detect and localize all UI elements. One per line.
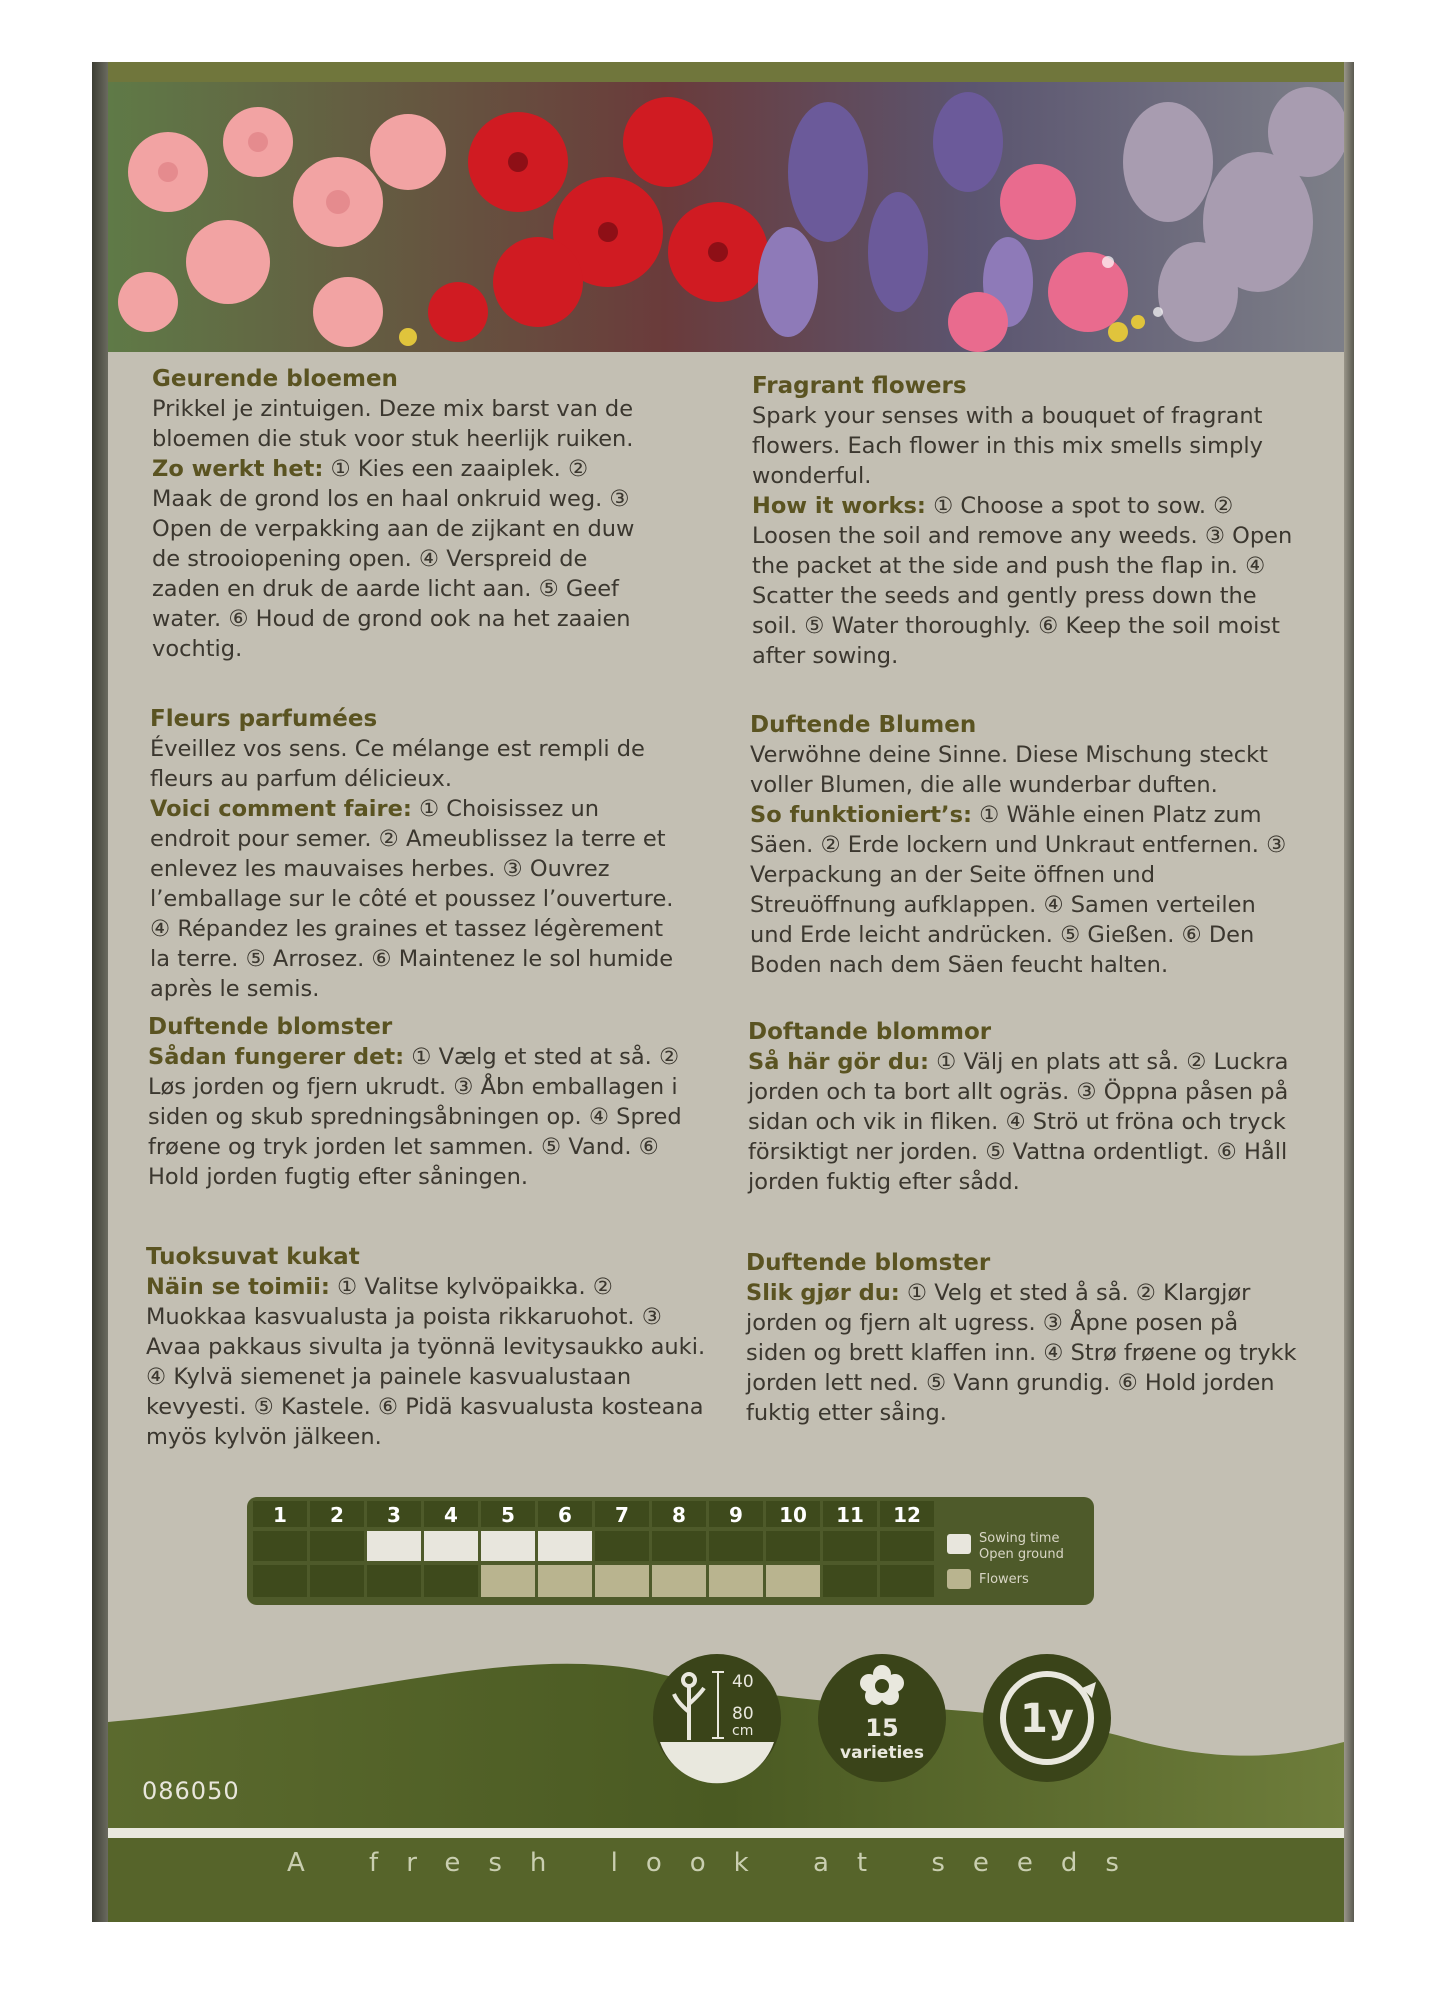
section-steps: ① Velg et sted å så. ② Klargjør jorden og fjern alt ugress. ③ Åpne posen på siden og brett klaffen inn. ④ Strø frøene og trykk jorden lett ned. ⑤ Vann grundig. ⑥ Hold jorden fuktig etter såing.: [746, 1280, 1297, 1426]
legend-flowers-swatch: [947, 1569, 971, 1589]
flower-cell-active: [766, 1565, 820, 1597]
sowing-calendar: [247, 1497, 1094, 1605]
white-stripe: [108, 1828, 1344, 1838]
flower-photo: [108, 82, 1344, 352]
sowing-cell: [253, 1531, 307, 1561]
month-label: 2: [330, 1503, 344, 1527]
section-heading: Geurende bloemen: [152, 366, 398, 392]
month-label: 9: [729, 1503, 743, 1527]
month-label: 10: [779, 1503, 807, 1527]
month-label: 4: [444, 1503, 458, 1527]
flower-cell: [253, 1565, 307, 1597]
section-steps: ① Choose a spot to sow. ② Loosen the soil and remove any weeds. ③ Open the packet at the side and push the flap in. ④ Scatter the seeds and gently press down the soil. ⑤ Water thoroughly. ⑥ Keep the soil moist after sowing.: [752, 493, 1293, 669]
section-swedish: [748, 1017, 1298, 1197]
section-intro: Verwöhne deine Sinne. Diese Mischung steckt voller Blumen, die alle wunderbar duften.: [750, 742, 1268, 798]
height-max: 80: [732, 1704, 754, 1724]
section-english: [752, 371, 1297, 671]
varieties-count: 15: [865, 1714, 899, 1742]
section-steps: ① Kies een zaaiplek. ② Maak de grond los en haal onkruid weg. ③ Open de verpakking aan de zijkant en duw de strooiopening open. ④ Verspreid de zaden en druk de aarde licht aan. ⑤ Geef water. ⑥ Houd de grond ook na het zaaien vochtig.: [152, 456, 635, 662]
seed-packet-back: [92, 62, 1354, 1922]
section-heading: Duftende blomster: [148, 1014, 393, 1040]
section-intro: Prikkel je zintuigen. Deze mix barst van de bloemen die stuk voor stuk heerlijk ruiken.: [152, 396, 634, 452]
sowing-cell: [766, 1531, 820, 1561]
sowing-cell: [823, 1531, 877, 1561]
legend-sowing-swatch: [947, 1534, 971, 1554]
sowing-cell-active: [538, 1531, 592, 1561]
month-label: 12: [893, 1503, 921, 1527]
month-label: 1: [273, 1503, 287, 1527]
section-lead: Voici comment faire:: [150, 796, 412, 822]
article-number: 086050: [142, 1777, 240, 1805]
section-lead: Slik gjør du:: [746, 1280, 900, 1306]
flower-cell: [880, 1565, 934, 1597]
annual-badge: [983, 1654, 1111, 1782]
section-lead: Näin se toimii:: [146, 1274, 330, 1300]
section-steps: ① Choisissez un endroit pour semer. ② Ameublissez la terre et enlevez les mauvaises herbes. ③ Ouvrez l’emballage sur le côté et poussez l’ouverture. ④ Répandez les graines et tassez légèrement la terre. ⑤ Arrosez. ⑥ Maintenez le sol humide après le semis.: [150, 796, 674, 1002]
section-dutch: [152, 364, 652, 664]
height-min: 40: [732, 1672, 754, 1692]
height-unit: cm: [732, 1723, 754, 1739]
section-intro: Éveillez vos sens. Ce mélange est rempli de fleurs au parfum délicieux.: [150, 736, 645, 792]
month-label: 5: [501, 1503, 515, 1527]
packet-top-edge: [92, 62, 1354, 82]
flower-cell: [367, 1565, 421, 1597]
bottom-band: [92, 1632, 1354, 1922]
section-danish: [148, 1012, 688, 1192]
sowing-cell: [652, 1531, 706, 1561]
section-lead: How it works:: [752, 493, 926, 519]
section-heading: Fragrant flowers: [752, 373, 967, 399]
section-intro: Spark your senses with a bouquet of fragrant flowers. Each flower in this mix smells simply wonderful.: [752, 403, 1263, 489]
section-heading: Tuoksuvat kukat: [146, 1244, 360, 1270]
section-german: [750, 710, 1295, 980]
section-lead: Zo werkt het:: [152, 456, 324, 482]
section-lead: Sådan fungerer det:: [148, 1044, 405, 1070]
tagline: A fresh look at seeds: [287, 1848, 1147, 1878]
section-steps: ① Vælg et sted at så. ② Løs jorden og fjern ukrudt. ③ Åbn emballagen i siden og skub spredningsåbningen op. ④ Spred frøene og tryk jorden let sammen. ⑤ Vand. ⑥ Hold jorden fugtig efter såningen.: [148, 1044, 682, 1190]
section-heading: Fleurs parfumées: [150, 706, 378, 732]
flower-cell-active: [709, 1565, 763, 1597]
section-heading: Duftende Blumen: [750, 712, 977, 738]
lifecycle-label: 1y: [1020, 1696, 1074, 1742]
section-french: [150, 704, 680, 1004]
section-lead: Så här gör du:: [748, 1049, 929, 1075]
legend-flowers-label: Flowers: [979, 1572, 1029, 1587]
section-heading: Doftande blommor: [748, 1019, 992, 1045]
section-finnish: [146, 1242, 716, 1452]
varieties-label: varieties: [840, 1743, 924, 1763]
section-steps: ① Wähle einen Platz zum Säen. ② Erde lockern und Unkraut entfernen. ③ Verpackung an der Seite öffnen und Streuöffnung aufklappen. ④ Samen verteilen und Erde leicht andrücken. ⑤ Gießen. ⑥ Den Boden nach dem Säen feucht halten.: [750, 802, 1287, 978]
section-lead: So funktioniert’s:: [750, 802, 972, 828]
flower-cell: [310, 1565, 364, 1597]
sowing-cell-active: [367, 1531, 421, 1561]
flower-cell-active: [538, 1565, 592, 1597]
flower-cell: [424, 1565, 478, 1597]
flower-cell-active: [652, 1565, 706, 1597]
legend-sowing-label: Sowing time: [979, 1531, 1060, 1546]
sowing-cell: [709, 1531, 763, 1561]
month-label: 3: [387, 1503, 401, 1527]
sowing-cell: [595, 1531, 649, 1561]
sowing-cell-active: [481, 1531, 535, 1561]
month-label: 11: [836, 1503, 864, 1527]
flower-cell-active: [481, 1565, 535, 1597]
section-steps: ① Valitse kylvöpaikka. ② Muokkaa kasvualusta ja poista rikkaruohot. ③ Avaa pakkaus sivulta ja työnnä levitysaukko auki. ④ Kylvä siemenet ja painele kasvualustaan kevyesti. ⑤ Kastele. ⑥ Pidä kasvualusta kosteana myös kylvön jälkeen.: [146, 1274, 706, 1450]
sowing-cell: [310, 1531, 364, 1561]
sowing-cell-active: [424, 1531, 478, 1561]
sowing-cell: [880, 1531, 934, 1561]
month-label: 6: [558, 1503, 572, 1527]
section-heading: Duftende blomster: [746, 1250, 991, 1276]
month-label: 8: [672, 1503, 686, 1527]
flower-cell: [823, 1565, 877, 1597]
legend-sowing-sub: Open ground: [979, 1547, 1064, 1562]
section-steps: ① Välj en plats att så. ② Luckra jorden och ta bort allt ogräs. ③ Öppna påsen på sidan och vik in fliken. ④ Strö ut fröna och tryck försiktigt ner jorden. ⑤ Vattna ordentligt. ⑥ Håll jorden fuktig efter sådd.: [748, 1049, 1289, 1195]
section-norwegian: [746, 1248, 1301, 1428]
flower-cell-active: [595, 1565, 649, 1597]
varieties-badge: [818, 1654, 946, 1782]
month-label: 7: [615, 1503, 629, 1527]
